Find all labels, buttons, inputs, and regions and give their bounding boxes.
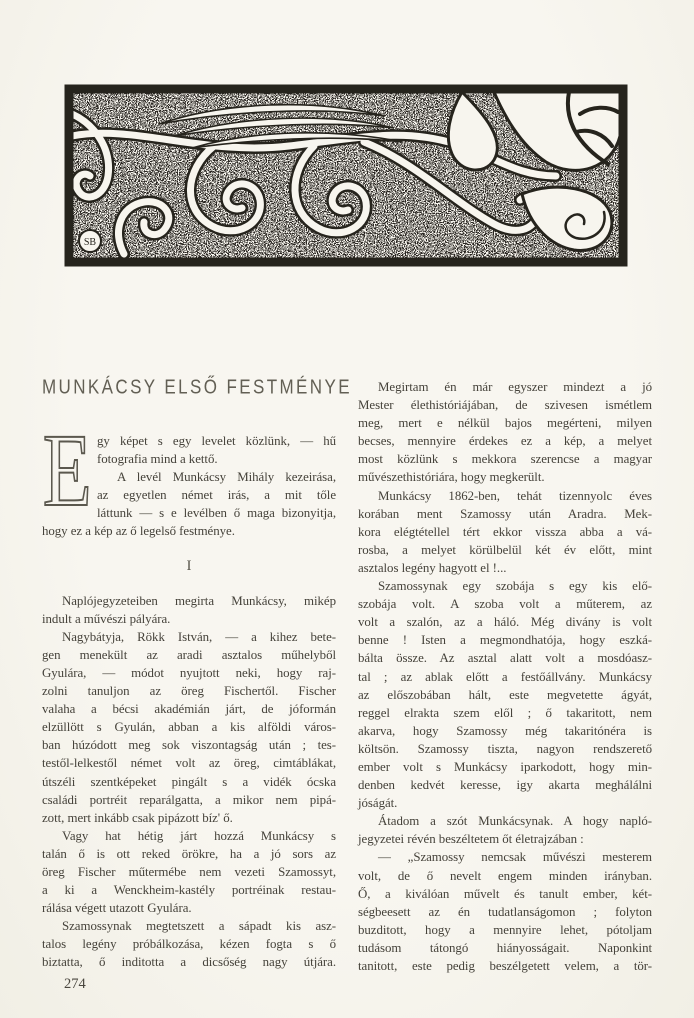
text-line: meg, mert e nélkül bajos megérteni, milyen [358, 416, 652, 431]
text-line: öreg Fischer műtermébe nem vezeti Szamossyt, [42, 864, 336, 879]
text-line: rálása végett utazott Gyulára. [42, 901, 192, 916]
text-line: volt, de ő nevelt engem minden irányban. [358, 868, 652, 883]
text-line: költsön. Szamossy tiszta, nagyon rendszerető [358, 741, 652, 756]
text-line: a ki a Wenckheim-kastély portréinak restau- [42, 883, 336, 898]
text-line: talán ő is ott reked örökre, ha a jó sors az [42, 846, 336, 861]
text-line: buzditott, hogy a mennyire lehet, pótoljam [358, 922, 652, 937]
text-line: fotografia mind a kettő. [97, 452, 218, 467]
text-line: zolni tanuljon az öreg Fischertől. Fischer [42, 684, 336, 699]
header-ornament-illustration [64, 84, 628, 267]
text-line: útszéli szentképeket pingált s a vidék ócska [42, 774, 336, 789]
text-line: Gyulára, — módot nyujtott neki, hogy raj- [42, 665, 336, 680]
text-line: az egyetlen német irás, a mit tőle [97, 488, 336, 503]
drop-cap-initial [42, 435, 92, 507]
right-column-text [358, 378, 652, 975]
text-line: volt a szalón, az a háló. Még divány is volt [358, 615, 652, 630]
text-line: A levél Munkácsy Mihály kezeirása, [117, 470, 336, 485]
text-line: Mester élethistóriájában, de szivesen ismétlem [358, 398, 652, 413]
text-line: Naplójegyzeteiben megirta Munkácsy, mikép [62, 593, 336, 608]
text-line: Átadom a szót Munkácsynak. A hogy napló- [378, 814, 652, 829]
text-line: ségbeesett az én tudatlanságomon ; folyton [358, 904, 652, 919]
text-line: denben kedvét keresse, igy akarta meghálálni [358, 778, 652, 793]
left-column-text [42, 592, 336, 972]
text-line: ban húzódott meg sok viszontagság után ; tes- [42, 738, 336, 753]
text-line: akarva, hogy Szamossy még takaritónéra is [358, 723, 652, 738]
text-line: indult a művészi pályára. [42, 611, 171, 626]
text-line: Nagybátyja, Rökk István, — a kihez bete- [62, 629, 336, 644]
text-line: bálta össze. Az asztal alatt volt a mosdóasz- [358, 651, 652, 666]
text-line: Szamossynak egy szobája s egy kis elő- [378, 579, 652, 594]
text-line: láttunk — s e levélben ő maga bizonyitja, [97, 506, 336, 521]
text-line: gen menekült az aradi asztalos műhelyből [42, 647, 336, 662]
text-line: jegyzetei révén beszéltetem őt életrajzában : [358, 832, 584, 847]
text-line: gy képet s egy levelet közlünk, — hű [97, 434, 336, 448]
text-line: rosba, a melyet körülbelül két év előtt, mint [358, 542, 652, 557]
text-line: talos legény próbálkozása, kézen fogta s ő [42, 937, 336, 952]
text-line: valaha a bécsi akadémián járt, de jóformán [42, 702, 336, 717]
section-heading: I [186, 557, 192, 574]
text-line: jóságát. [358, 796, 398, 811]
text-line: — „Szamossy nemcsak művészi mesterem [378, 850, 652, 865]
text-line: családi portréit reparálgatta, a mikor nem pipá- [42, 792, 336, 807]
text-line: tal ; az ablak előtt a festőállvány. Munkácsy [358, 669, 652, 684]
text-line: Vagy hat hétig járt hozzá Munkácsy s [62, 828, 336, 843]
text-line: hogy ez a kép az ő legelső festménye. [42, 524, 235, 539]
text-line: elzüllött s Gyulán, abban a kis alföldi város- [42, 720, 336, 735]
text-line: Munkácsy 1862-ben, tehát tizennyolc éves [378, 488, 652, 503]
text-line: Ő, a kiválóan művelt és tanult ember, két- [358, 886, 652, 901]
text-line: becses, mennyire érdekes ez a kép, a melyet [358, 434, 652, 449]
drop-cap-letter: E [42, 435, 92, 507]
text-line: az előszobában hált, este megvetette ágyát, [358, 687, 652, 702]
text-line: szobája volt. A szoba volt a műterem, az [358, 597, 652, 612]
text-line: most közlünk s mekkora szerencse a magyar [358, 452, 652, 467]
intro-paragraph [42, 432, 336, 541]
text-line: ember volt s Munkácsy iparkodott, hogy min- [358, 759, 652, 774]
artist-monogram [79, 230, 101, 252]
text-line: Szamossynak megtetszett a sápadt kis asz- [62, 919, 336, 934]
text-line: Megirtam én már egyszer mindezt a jó [378, 380, 652, 394]
text-line: tudásom tátongó hiányosságait. Naponkint [358, 940, 652, 955]
text-line: zott, mert inkább csak pipázott bíz' ő. [42, 810, 233, 825]
text-line: testől-lelkestől német volt az öreg, cimtáblákat, [42, 756, 336, 771]
text-line: korában ment Szamossy után Aradra. Mek- [358, 506, 652, 521]
text-line: tanitott, este pedig beszélgetett velem, a tör- [358, 959, 652, 973]
monogram-text: SB [83, 237, 97, 248]
text-line: kora elégtétellel tért ekkor vissza abba a vá- [358, 524, 652, 539]
text-line: biztatta, ő inditotta a dicsőség nagy útjára. [42, 955, 336, 970]
right-column [358, 374, 652, 993]
article-title: MUNKÁCSY ELSŐ FESTMÉNYE [42, 375, 352, 399]
text-line: asztalos legény hagyott el !... [358, 560, 507, 575]
text-line: művészethistóriára, hogy megkerült. [358, 470, 545, 485]
left-column [42, 374, 352, 993]
page-number: 274 [64, 975, 86, 992]
article-body [42, 374, 652, 993]
text-line: benne ! Isten a megmondhatója, hogy eszká- [358, 633, 652, 648]
text-line: reggel elrakta szem elől ; ő takaritott, nem [358, 705, 652, 720]
